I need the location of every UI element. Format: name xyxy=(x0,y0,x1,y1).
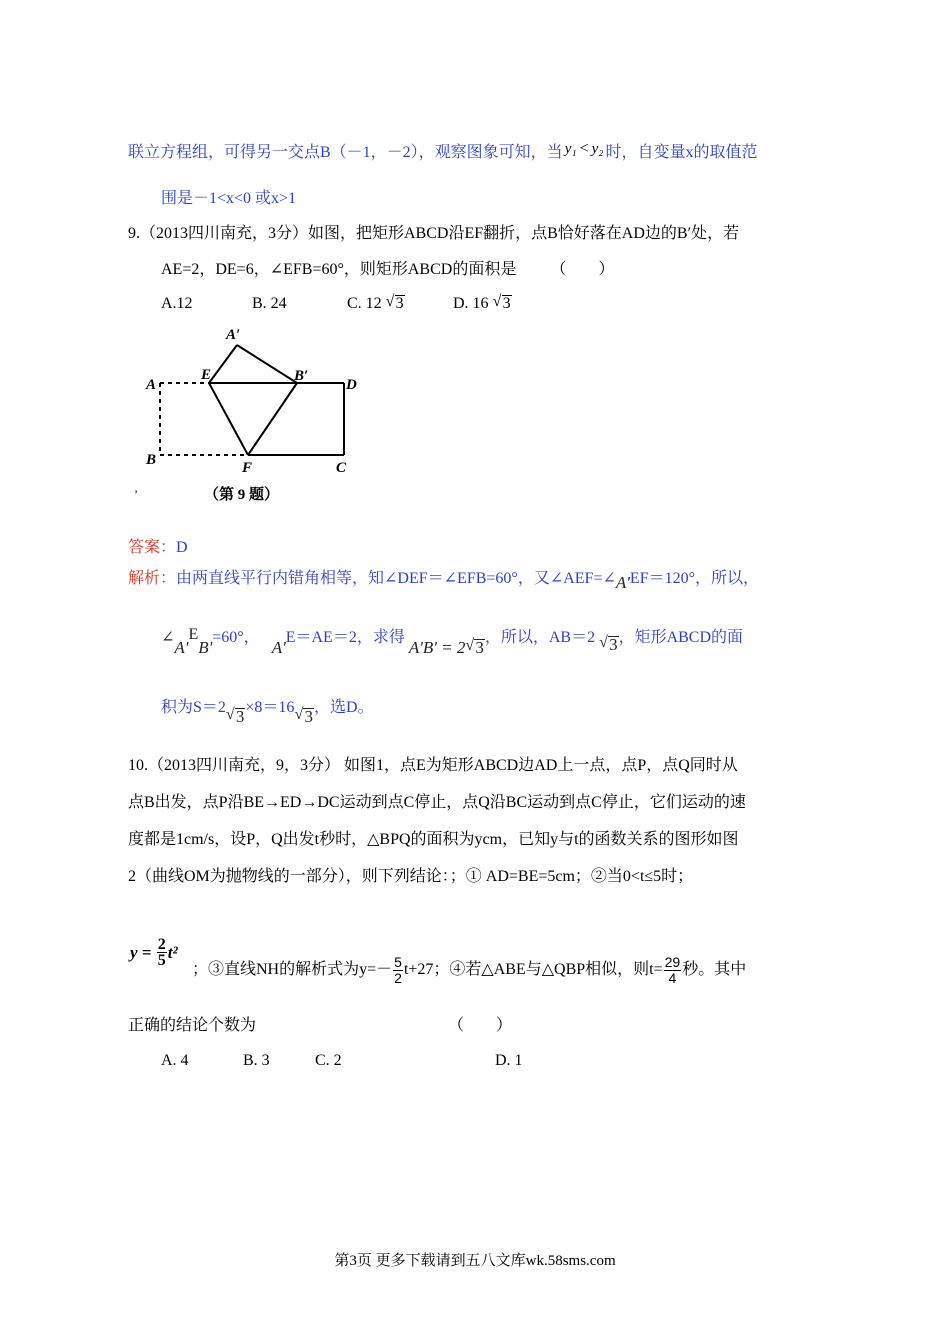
analysis-text-3b: ×8＝16 xyxy=(245,699,295,716)
q9-option-b: B. 24 xyxy=(252,295,287,312)
q9-line-1: 9.（2013四川南充，3分）如图，把矩形ABCD沿EF翻折，点B恰好落在AD边的B′处，若 xyxy=(128,225,740,242)
q9-options xyxy=(161,293,511,315)
answer-label: 答案： xyxy=(128,539,177,556)
intro-text-a: 联立方程组，可得另一交点B（－1，－2），观察图象可知，当 xyxy=(128,144,563,161)
q9-figure xyxy=(134,322,380,512)
formula-fraction: $\frac{2}{5}$ xyxy=(157,936,166,969)
q9-analysis-line-1 xyxy=(128,568,759,594)
q10-text-5a: ；③直线NH的解析式为y=－ xyxy=(192,961,393,979)
q10-text-5c: 秒。其中 xyxy=(682,961,747,979)
analysis-text-3c: ，选D。 xyxy=(313,699,374,716)
analysis-text-1b: EF＝120°，所以， xyxy=(629,570,759,587)
math-angle: ∠ xyxy=(161,629,175,646)
q10-text-5b: t+27；④若△ABE与△QBP相似，则t= xyxy=(403,961,663,979)
page-footer: 第3页 更多下载请到五八文库wk.58sms.com xyxy=(334,1253,616,1269)
math-A-prime-3: A' xyxy=(271,638,286,657)
math-A-prime-2: A' xyxy=(174,638,189,657)
math-A-prime: A' xyxy=(615,573,630,592)
line-A-prime-B-prime xyxy=(237,345,297,383)
q10-option-d: D. 1 xyxy=(495,1052,523,1069)
y2-symbol: y₂ xyxy=(591,141,604,157)
q10-option-a: A. 4 xyxy=(161,1052,189,1069)
q9-line-2-text: AE=2，DE=6，∠EFB=60°，则矩形ABCD的面积是 xyxy=(161,261,517,278)
analysis-text-2b: E＝AE＝2，求得 xyxy=(285,629,405,646)
analysis-text-2d: ，矩形ABCD的面 xyxy=(618,629,744,646)
q9-figure-lines xyxy=(160,345,344,455)
sqrt3-b: √ 3 xyxy=(225,706,245,726)
q9-answer xyxy=(128,537,188,559)
q9-answer-paren: （ ） xyxy=(550,261,615,278)
label-A-prime: A′ xyxy=(226,327,241,343)
analysis-text-3a: 积为S＝2 xyxy=(161,699,226,716)
q10-line-3: 度都是1cm/s，设P，Q出发t秒时，△BPQ的面积为ycm，已知y与t的函数关系的图形如图 xyxy=(128,831,739,848)
q10-line-6 xyxy=(128,1015,513,1037)
fraction-29-4: $\frac{29}{4}$ xyxy=(664,954,681,986)
sqrt3-c: √ 3 xyxy=(294,706,313,726)
answer-value: D xyxy=(176,539,188,556)
q10-option-b: B. 3 xyxy=(243,1052,270,1069)
q9-analysis-line-3 xyxy=(161,697,374,728)
figure-caption: （第 9 题） xyxy=(204,487,280,503)
intro-line-1 xyxy=(128,138,757,164)
label-D: D xyxy=(346,377,357,393)
q10-formula xyxy=(130,937,178,968)
q9-option-c: C. 12 √ 3 xyxy=(347,293,404,312)
q10-text-6: 正确的结论个数为 xyxy=(128,1017,257,1034)
q9-option-d: D. 16 √ 3 xyxy=(453,293,511,312)
q10-option-c: C. 2 xyxy=(315,1052,342,1069)
intro-line-2: 围是－1<x<0 或x>1 xyxy=(161,190,297,207)
line-EF xyxy=(209,383,248,455)
label-E: E xyxy=(201,367,212,383)
intro-text-b: 时，自变量x的取值范 xyxy=(605,144,758,161)
q10-options xyxy=(161,1050,561,1072)
q9-analysis-line-2 xyxy=(161,624,743,659)
analysis-text-2a: =60°， xyxy=(212,629,260,646)
q9-option-a: A.12 xyxy=(161,295,193,312)
q10-line-5 xyxy=(192,955,746,986)
line-EA-prime xyxy=(209,345,237,383)
stray-mark: ’ xyxy=(134,487,138,501)
analysis-text-1a: 由两直线平行内错角相等，知∠DEF＝∠EFB=60°，又∠AEF=∠ xyxy=(176,570,616,587)
q10-answer-paren: （ ） xyxy=(448,1017,513,1034)
q10-line-2: 点B出发，点P沿BE→ED→DC运动到点C停止，点Q沿BC运动到点C停止，它们运动的速 xyxy=(128,794,746,811)
label-C: C xyxy=(336,460,347,476)
q10-line-4: 2（曲线OM为抛物线的一部分），则下列结论：；① AD=BE=5cm；②当0<t≤5时； xyxy=(128,868,694,885)
sqrt3-a: √ 3 xyxy=(599,634,618,654)
math-A-prime-B-prime: A'B' = 2 √ 3 xyxy=(408,637,484,657)
formula-lhs: y = xyxy=(130,943,152,962)
line-FB-prime xyxy=(248,383,297,455)
label-B-prime: B′ xyxy=(294,368,309,384)
q9-line-2 xyxy=(161,259,614,281)
formula-var: t² xyxy=(167,943,178,962)
less-than-symbol: < xyxy=(579,140,589,157)
math-E: E xyxy=(188,626,199,643)
fraction-5-2: $\frac{5}{2}$ xyxy=(394,954,402,986)
label-A: A xyxy=(146,377,157,393)
math-B-prime: B' xyxy=(198,638,213,657)
analysis-text-2c: ，所以，AB＝2 xyxy=(484,629,596,646)
label-B: B xyxy=(146,452,157,468)
label-F: F xyxy=(242,460,253,476)
y1-symbol: y₁ xyxy=(564,141,577,157)
analysis-label: 解析： xyxy=(128,570,177,587)
q10-line-1: 10.（2013四川南充，9，3分） 如图1，点E为矩形ABCD边AD上一点，点P，点Q同时从 xyxy=(128,757,738,774)
